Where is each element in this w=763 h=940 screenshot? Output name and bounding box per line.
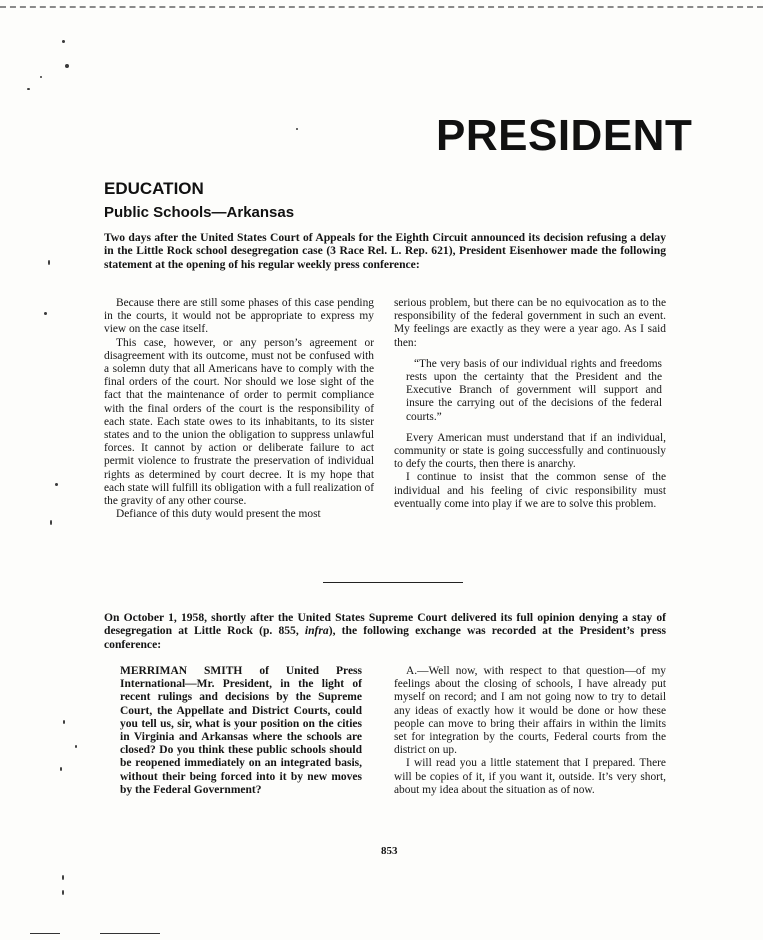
scan-speck [27, 88, 30, 90]
scan-bottom-mark [30, 933, 60, 934]
scan-speck [62, 40, 65, 43]
section-title: EDUCATION [104, 179, 204, 198]
question-paragraph [120, 665, 362, 797]
exchange-intro-italic: infra [304, 624, 329, 638]
statement-paragraph: Because there are still some phases of this case pending in the courts, it would not be appropriate to express my view on the case itself. [104, 297, 374, 336]
page-number: 853 [381, 845, 398, 857]
question-text: of United Press International—Mr. President, in the light of recent rulings and decisions by the Supreme Court, the Appellate and District Courts, could you tell us, sir, what is your position on the cities in Virginia and Arkansas where the schools are closed? Do you think these public schools should be reopened immediately on an integrated basis, without their being forced into it by new moves by the Federal Government? [120, 665, 363, 796]
statement-paragraph: This case, however, or any person’s agreement or disagreement with its outcome, must not be confused with a solemn duty that all Americans have to comply with the final orders of the court. Nor should we lose sight of the fact that the maintenance of order to permit compliance with the final orders of the court is the responsibility of each state. Each state owes to its inhabitants, to its sister states and to the union the obligation to suppress unlawful forces. It cannot by action or deliberate failure to act permit violence to frustrate the preservation of individual rights as determined by court decree. It is my hope that each state will fulfill its obligation with a full realization of the gravity of any other course. [104, 336, 374, 508]
block-quote: “The very basis of our individual rights and freedoms rests upon the certainty that the President and the Executive Branch of government will support and insure the carrying out of the decisions of the federal courts.” [406, 357, 662, 423]
scan-speck [40, 76, 42, 78]
scan-speck [55, 483, 58, 486]
exchange-intro-paragraph [104, 611, 666, 651]
scan-speck [44, 312, 47, 315]
statement-left-column [104, 297, 374, 521]
exchange-intro-text: On October 1, 1958, shortly after the United States Supreme Court delivered its full opinion denying a stay of desegregation at Little Rock (p. 855, [104, 611, 666, 638]
scan-speck [75, 745, 77, 748]
statement-continuation: serious problem, but there can be no equivocation as to the responsibility of the federal government in such an event. My feelings are exactly as they were a year ago. As I said then: [394, 297, 666, 349]
running-header: PRESIDENT [436, 111, 693, 160]
exchange-intro-text: ), the following exchange was recorded at the President’s press conference: [104, 624, 667, 651]
answer-paragraph: I will read you a little statement that I prepared. There will be copies of it, if you want it, outside. It’s very short, about my idea about the situation as of now. [394, 757, 666, 796]
scan-speck [296, 128, 298, 130]
statement-paragraph: Every American must understand that if an individual, community or state is going successfully and continuously to defy the courts, then there is anarchy. [394, 431, 666, 471]
question-speaker: MERRIMAN SMITH [120, 665, 243, 677]
subsection-title: Public Schools—Arkansas [104, 204, 295, 221]
scan-speck [65, 64, 69, 68]
statement-right-column [394, 297, 666, 511]
statement-paragraph: Defiance of this duty would present the most [116, 508, 321, 521]
question-column [120, 665, 362, 797]
scan-top-border [0, 6, 763, 8]
answer-paragraph: A.—Well now, with respect to that question—of my feelings about the closing of schools, I have already put myself on record; and I am not going now to try to detail any ideas of exactly how it would be done or how these people can move to bring their affairs in within the limits set for integration by the courts, Federal courts from the district on up. [394, 665, 666, 757]
section-divider [323, 582, 463, 583]
scan-speck [48, 260, 50, 265]
intro-paragraph: Two days after the United States Court of Appeals for the Eighth Circuit announced its decision refusing a delay in the Little Rock school desegregation case (3 Race Rel. L. Rep. 621), President Eisenhower made the following statement at the opening of his regular weekly press conference: [104, 231, 666, 271]
statement-paragraph: I continue to insist that the common sense of the individual and his feeling of civic responsibility must eventually come into play if we are to solve this problem. [394, 471, 666, 510]
scan-speck [50, 520, 52, 525]
answer-column [394, 665, 666, 797]
scan-speck [60, 767, 62, 771]
scan-speck [63, 720, 65, 724]
scan-bottom-mark [100, 933, 160, 934]
scan-speck [62, 875, 64, 880]
scan-speck [62, 890, 64, 895]
